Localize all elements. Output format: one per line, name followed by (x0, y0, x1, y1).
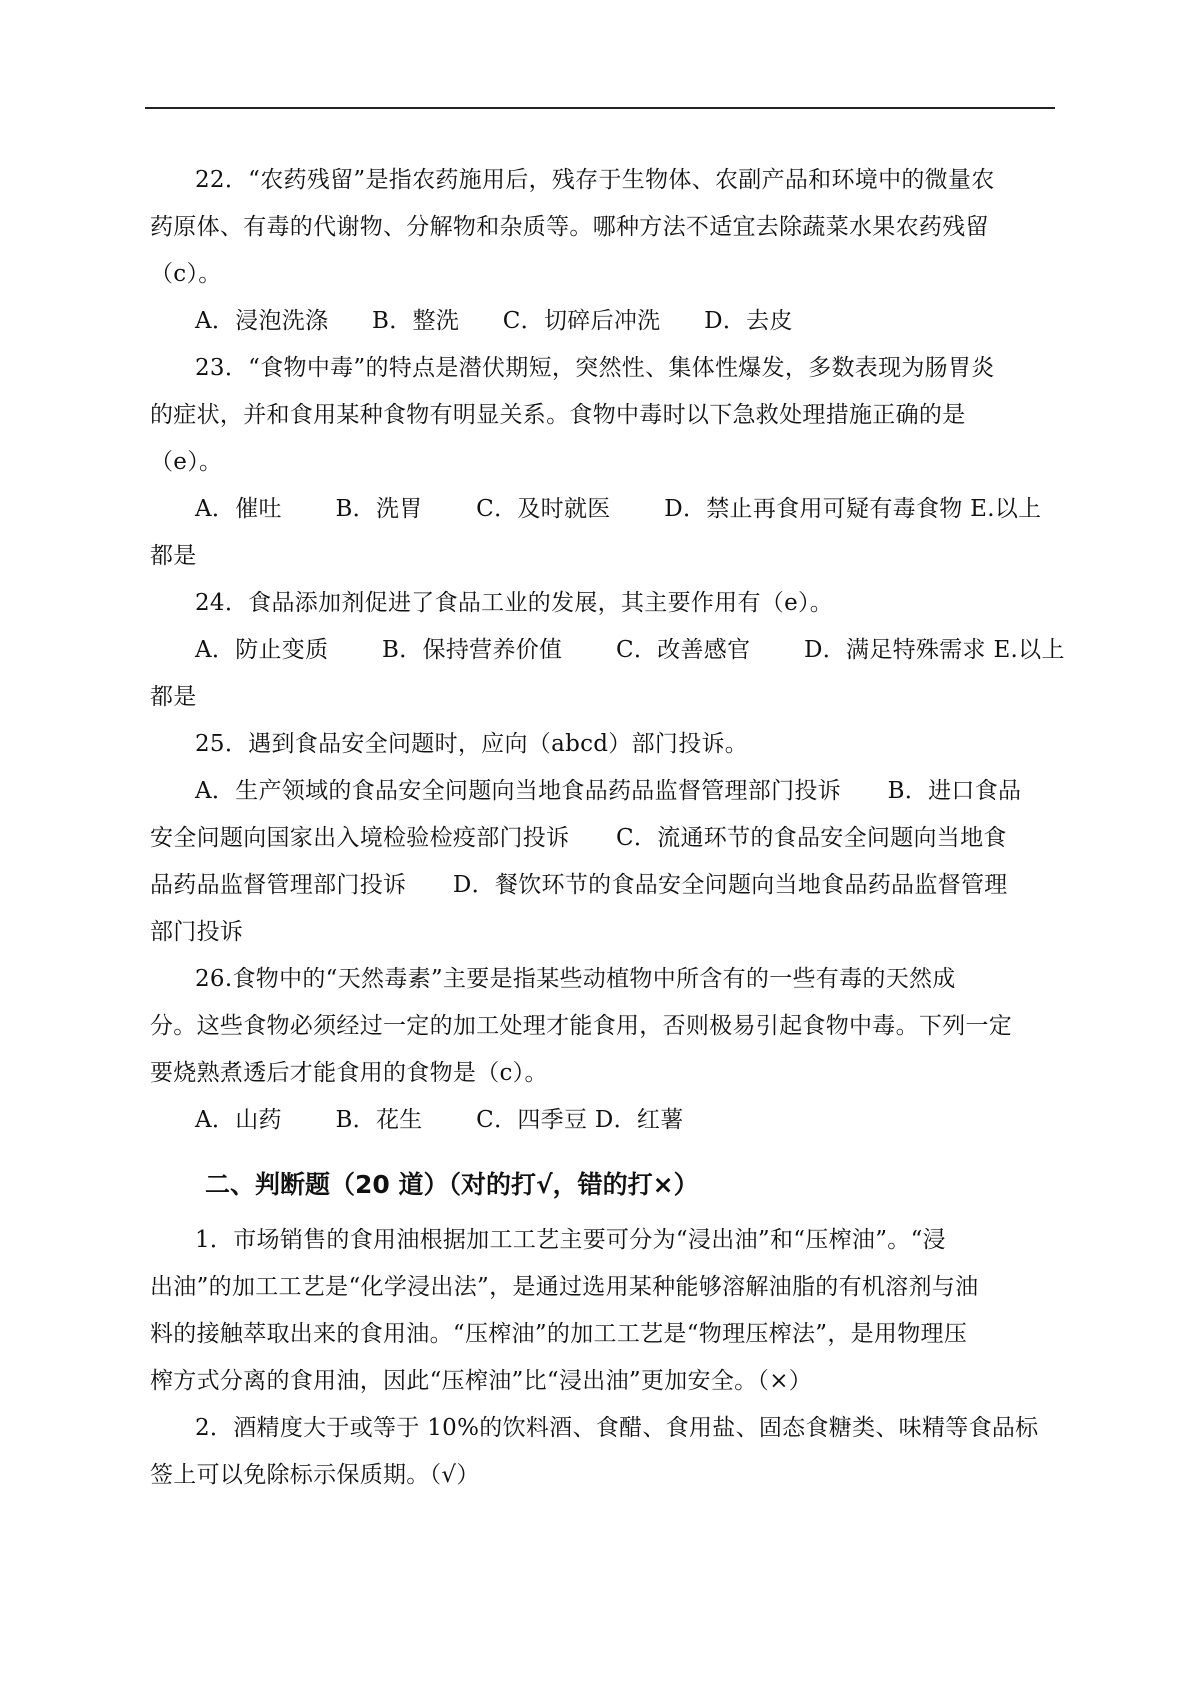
tf-q2-line-1: 2．酒精度大于或等于 10%的饮料酒、食醋、食用盐、固态食糖类、味精等食品标 (195, 1415, 1039, 1441)
q23-option-d: D．禁止再食用可疑有毒食物 E.以上 (664, 496, 1042, 522)
q23-line-1: 23．“食物中毒”的特点是潜伏期短，突然性、集体性爆发，多数表现为肠胃炎 (195, 355, 995, 381)
q25-line-5: 部门投诉 (150, 919, 244, 945)
q24-options (195, 634, 1065, 666)
tf-q1-line-1: 1．市场销售的食用油根据加工工艺主要可分为“浸出油”和“压榨油”。“浸 (195, 1227, 946, 1253)
tf-q1-line-3: 料的接触萃取出来的食用油。“压榨油”的加工工艺是“物理压榨法”，是用物理压 (150, 1321, 968, 1347)
q24-line-1: 24．食品添加剂促进了食品工业的发展，其主要作用有（e）。 (195, 590, 834, 616)
q26-option-a: A．山药 (195, 1107, 282, 1133)
q25-line-4: 品药品监督管理部门投诉 D．餐饮环节的食品安全问题向当地食品药品监督管理 (150, 872, 1008, 898)
q23-options (195, 493, 1041, 525)
q23-option-b: B．洗胃 (335, 496, 423, 522)
q23-line-2: 的症状，并和食用某种食物有明显关系。食物中毒时以下急救处理措施正确的是 (150, 402, 966, 428)
q23-option-c: C．及时就医 (476, 496, 611, 522)
q24-option-b: B．保持营养价值 (382, 637, 563, 663)
q25-line-2: A．生产领域的食品安全问题向当地食品药品监督管理部门投诉 B．进口食品 (195, 778, 1022, 804)
q25-line-1: 25．遇到食品安全问题时，应向（abcd）部门投诉。 (195, 731, 749, 757)
q22-option-b: B．整洗 (372, 308, 460, 334)
q24-option-c: C．改善感官 (615, 637, 751, 663)
q24-line-3: 都是 (150, 684, 197, 710)
q22-line-3: （c）。 (150, 261, 222, 287)
q22-option-c: C．切碎后冲洗 (502, 308, 661, 334)
q26-line-2: 分。这些食物必须经过一定的加工处理才能食用，否则极易引起食物中毒。下列一定 (150, 1013, 1013, 1039)
q26-option-b: B．花生 (335, 1107, 423, 1133)
q22-line-1: 22．“农药残留”是指农药施用后，残存于生物体、农副产品和环境中的微量农 (195, 167, 995, 193)
q24-option-d: D．满足特殊需求 E.以上 (804, 637, 1065, 663)
q25-line-3: 安全问题向国家出入境检验检疫部门投诉 C．流通环节的食品安全问题向当地食 (150, 825, 1007, 851)
tf-q2-line-2: 签上可以免除标示保质期。（√） (150, 1462, 480, 1488)
q26-options (195, 1104, 684, 1136)
q22-option-a: A．浸泡洗涤 (195, 308, 329, 334)
q26-line-3: 要烧熟煮透后才能食用的食物是（c）。 (150, 1060, 548, 1086)
section-heading-true-false: 二、判断题（20 道）（对的打√，错的打×） (205, 1170, 699, 1199)
q23-option-a: A．催吐 (195, 496, 282, 522)
q23-line-5: 都是 (150, 543, 197, 569)
q22-option-d: D．去皮 (704, 308, 793, 334)
q26-option-c-d: C．四季豆 D．红薯 (476, 1107, 684, 1133)
q22-options (195, 305, 793, 337)
q22-line-2: 药原体、有毒的代谢物、分解物和杂质等。哪种方法不适宜去除蔬菜水果农药残留 (150, 214, 989, 240)
tf-q1-line-2: 出油”的加工工艺是“化学浸出法”，是通过选用某种能够溶解油脂的有机溶剂与油 (150, 1274, 979, 1300)
q24-option-a: A．防止变质 (195, 637, 329, 663)
q26-line-1: 26.食物中的“天然毒素”主要是指某些动植物中所含有的一些有毒的天然成 (195, 966, 956, 992)
q23-line-3: （e）。 (150, 449, 223, 475)
header-rule (145, 107, 1055, 109)
tf-q1-line-4: 榨方式分离的食用油，因此“压榨油”比“浸出油”更加安全。（×） (150, 1368, 813, 1394)
